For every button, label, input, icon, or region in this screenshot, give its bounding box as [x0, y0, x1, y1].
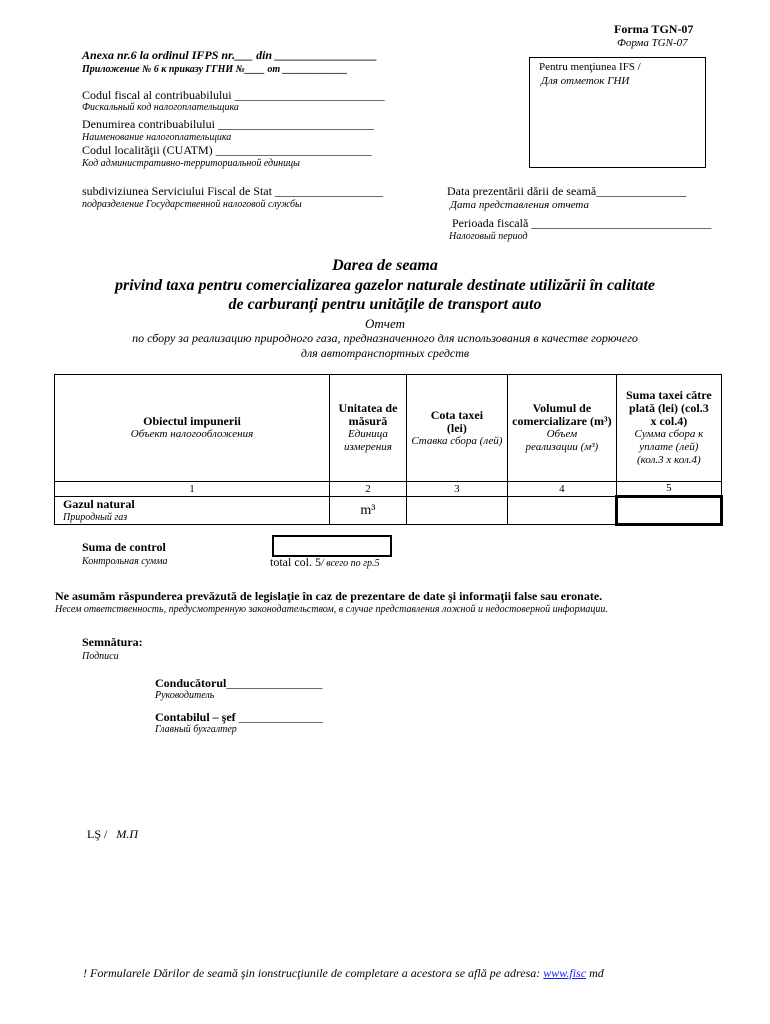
annex-ru: Приложение № 6 к приказу ГГНИ №____ от _____________ [82, 64, 348, 75]
ifs-box-label-ru: Для отметок ГНИ [541, 75, 630, 87]
fiscal-period-ru: Налоговый период [449, 231, 528, 242]
col-number-4: 4 [507, 482, 616, 497]
taxpayer-name-ru: Наименование налогоплательщика [82, 132, 232, 143]
accountant-signature-field[interactable]: Contabilul – şef ______________ [155, 710, 323, 724]
responsibility-statement: Ne asumăm răspunderea prevăzută de legislaţie în caz de prezentare de date şi informaţii false sau eronate. [55, 589, 603, 603]
header-object: Obiectul impunerii Объект налогообложения [55, 375, 330, 482]
control-sum-label: Suma de control [82, 540, 166, 554]
ifs-box-label: Pentru menţiunea IFS / [539, 61, 641, 73]
rate-input[interactable] [406, 497, 507, 525]
taxpayer-name-field[interactable]: Denumirea contribuabilului __________________________ [82, 117, 374, 131]
header-rate: Cota taxei (lei) Ставка сбора (лей) [406, 375, 507, 482]
control-sum-label-ru: Контрольная сумма [82, 556, 168, 567]
report-date-ru: Дата представления отчета [450, 199, 590, 211]
cuatm-ru: Код административно-территориальной единицы [82, 158, 300, 169]
fiscal-period-field[interactable]: Perioada fiscală ______________________________ [452, 216, 712, 230]
header-unit: Unitatea de măsură Единица измерения [330, 375, 407, 482]
form-code-ru: Форма TGN-07 [617, 37, 688, 49]
fiscal-code-field[interactable]: Codul fiscal al contribuabilului _________________________ [82, 88, 385, 102]
report-title: Darea de seama [332, 257, 438, 274]
row-unit: m³ [330, 497, 407, 525]
signature-label: Semnătura: [82, 635, 143, 649]
volume-input[interactable] [507, 497, 616, 525]
col-number-2: 2 [330, 482, 407, 497]
report-title-ru-line3: для автотранспортных средств [300, 346, 470, 360]
col-number-5: 5 [616, 482, 721, 497]
footer-note: ! Formularele Dărilor de seamă şin ionstrucţiunile de completare a acestora se află pe adresa: www.fisc md [83, 966, 604, 980]
annex-ro: Anexa nr.6 la ordinul IFPS nr.___ din _________________ [82, 48, 378, 62]
control-sum-input[interactable] [272, 535, 392, 557]
fisc-link[interactable]: www.fisc [543, 966, 587, 980]
fiscal-code-ru: Фискальный код налогоплательщика [82, 102, 239, 113]
report-date-field[interactable]: Data prezentării dării de seamă_______________ [447, 184, 687, 198]
report-title-ru: Отчет [365, 316, 405, 331]
col-number-3: 3 [406, 482, 507, 497]
report-title-ru-line2: по сбору за реализацию природного газа, предназначенного для использования в качестве горючего [132, 331, 638, 345]
header-volume: Volumul de comercializare (m³) Объем реализации (м³) [507, 375, 616, 482]
header-amount: Suma taxei către plată (lei) (col.3 x col.4) Сумма сбора к уплате (лей) (кол.3 х кол.4) [616, 375, 721, 482]
form-code: Forma TGN-07 [614, 22, 694, 36]
stamp-place: LŞ / М.П [87, 827, 139, 841]
cuatm-field[interactable]: Codul localităţii (CUATM) __________________________ [82, 143, 372, 157]
signature-label-ru: Подписи [82, 651, 119, 662]
accountant-signature-ru: Главный бухгалтер [155, 724, 237, 735]
head-signature-field[interactable]: Conducătorul________________ [155, 676, 323, 690]
col-number-1: 1 [55, 482, 330, 497]
tax-table [54, 374, 723, 526]
subdivision-field[interactable]: subdiviziunea Serviciului Fiscal de Stat __________________ [82, 184, 383, 198]
table-row [55, 497, 722, 525]
responsibility-statement-ru: Несем ответственность, предусмотренную законодательством, в случае представления ложной и недостоверной информации. [55, 604, 608, 615]
head-signature-ru: Руководитель [155, 690, 215, 701]
amount-input[interactable] [616, 497, 721, 525]
report-title-line2: privind taxa pentru comercializarea gazelor naturale destinate utilizării în calitate [114, 277, 656, 294]
control-total-text: total col. 5/ всего по гр.5 [270, 555, 380, 569]
row-object: Gazul natural Природный газ [55, 497, 330, 525]
subdivision-ru: подразделение Государственной налоговой службы [82, 199, 302, 210]
report-title-line3: de carburanţi pentru unităţile de transport auto [228, 296, 542, 313]
ifs-mark-box [529, 57, 706, 168]
